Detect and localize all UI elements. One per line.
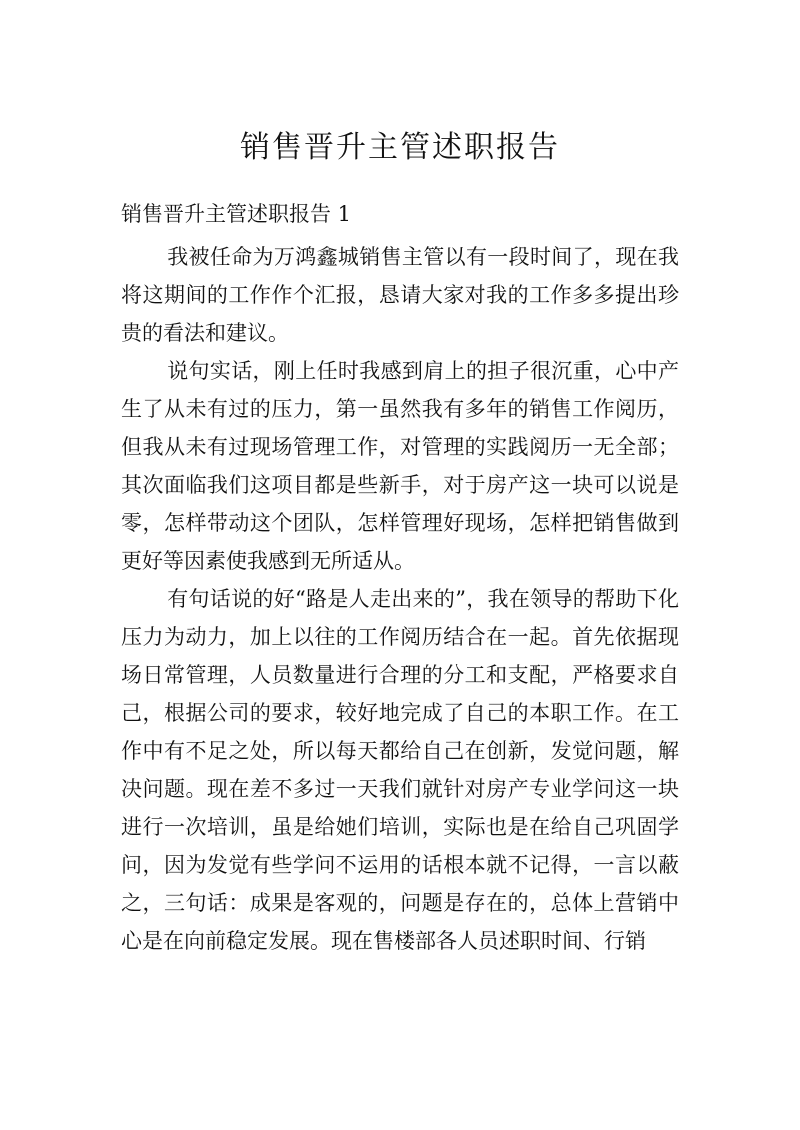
- section-heading: 销售晋升主管述职报告 1: [121, 202, 352, 226]
- paragraph: 有句话说的好“路是人走出来的”，我在领导的帮助下化压力为动力，加上以往的工作阅历结合在一起。首先依据现场日常管理，人员数量进行合理的分工和支配，严格要求自己，根据公司的要求，较好地完成了自己的本职工作。在工作中有不足之处，所以每天都给自己在创新，发觉问题，解决问题。现在差不多过一天我们就针对房产专业学问这一块进行一次培训，虽是给她们培训，实际也是在给自己巩固学问，因为发觉有些学问不运用的话根本就不记得，一言以蔽之，三句话：成果是客观的，问题是存在的，总体上营销中心是在向前稳定发展。现在售楼部各人员述职时间、行销: [121, 587, 679, 953]
- paragraph: 说句实话，刚上任时我感到肩上的担子很沉重，心中产生了从未有过的压力，第一虽然我有多年的销售工作阅历，但我从未有过现场管理工作，对管理的实践阅历一无全部；其次面临我们这项目都是些新手，对于房产这一块可以说是零，怎样带动这个团队，怎样管理好现场，怎样把销售做到更好等因素使我感到无所适从。: [121, 359, 679, 573]
- page-title: 销售晋升主管述职报告: [240, 130, 560, 165]
- paragraph: 我被任命为万鸿鑫城销售主管以有一段时间了，现在我将这期间的工作作个汇报，恳请大家对我的工作多多提出珍贵的看法和建议。: [121, 245, 679, 345]
- body-text: [121, 238, 679, 960]
